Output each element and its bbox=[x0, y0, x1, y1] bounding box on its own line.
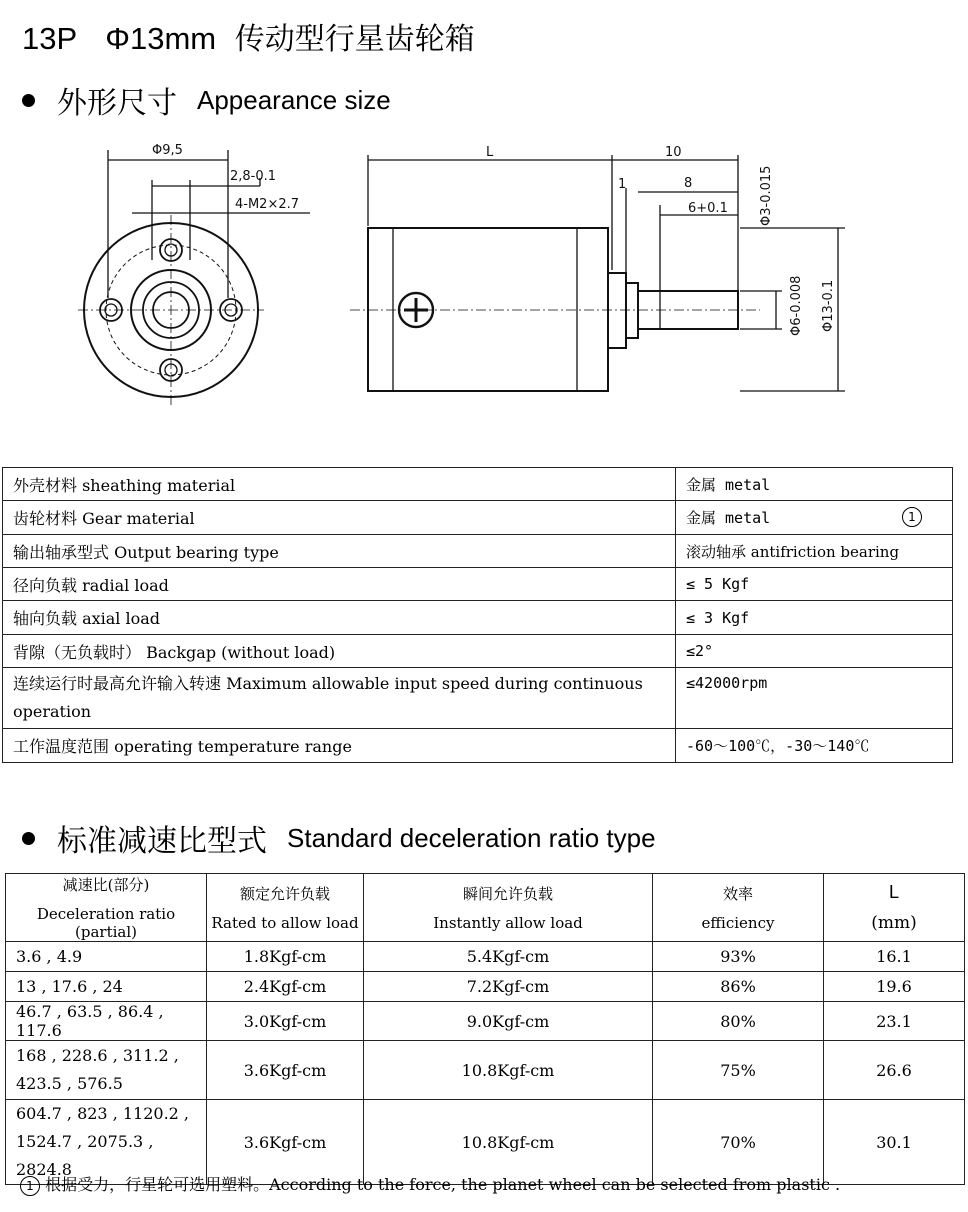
column-header: 减速比(部分) Deceleration ratio (partial) bbox=[6, 874, 207, 942]
model-code: 13P bbox=[22, 21, 77, 56]
instant-cell: 5.4Kgf-cm bbox=[364, 942, 653, 972]
page-title bbox=[22, 14, 475, 58]
front-dim-labels bbox=[152, 143, 299, 212]
note-mark: 1 bbox=[902, 507, 922, 527]
table-row bbox=[6, 972, 965, 1002]
spec-key: 轴向负载 axial load bbox=[3, 601, 676, 635]
column-header: 瞬间允许负载 Instantly allow load bbox=[364, 874, 653, 942]
dim-label: L bbox=[486, 145, 494, 160]
spec-value: 金属 metal bbox=[686, 509, 771, 527]
rated-cell: 3.6Kgf-cm bbox=[207, 1041, 364, 1100]
table-row bbox=[6, 942, 965, 972]
dim-label: 8 bbox=[684, 176, 693, 191]
column-header: 额定允许负载 Rated to allow load bbox=[207, 874, 364, 942]
ratio-cell: 604.7 , 823 , 1120.2 , 1524.7 , 2075.3 , 2824.8 bbox=[6, 1100, 207, 1185]
table-row bbox=[3, 601, 953, 635]
table-row bbox=[6, 1002, 965, 1041]
bullet-icon bbox=[22, 94, 35, 107]
length-cell: 30.1 bbox=[824, 1100, 965, 1185]
rated-cell: 3.0Kgf-cm bbox=[207, 1002, 364, 1041]
spec-key: 径向负载 radial load bbox=[3, 568, 676, 601]
spec-value: ≤ 5 Kgf bbox=[676, 568, 953, 601]
dim-label: Φ6-0.008 bbox=[789, 275, 804, 336]
ratio-table bbox=[5, 873, 965, 1185]
diameter: Φ13mm bbox=[105, 21, 217, 56]
section-ratio-heading bbox=[22, 816, 656, 860]
dim-label: Φ13-0.1 bbox=[821, 279, 836, 332]
table-row bbox=[3, 635, 953, 668]
spec-value: 滚动轴承 antifriction bearing bbox=[676, 535, 953, 568]
column-header: 效率 efficiency bbox=[653, 874, 824, 942]
dim-label: Φ9,5 bbox=[152, 143, 183, 158]
eff-cell: 86% bbox=[653, 972, 824, 1002]
footnote bbox=[20, 1172, 840, 1196]
ratio-cell: 46.7 , 63.5 , 86.4 , 117.6 bbox=[6, 1002, 207, 1041]
length-cell: 19.6 bbox=[824, 972, 965, 1002]
spec-key: 外壳材料 sheathing material bbox=[3, 468, 676, 501]
table-row bbox=[3, 501, 953, 535]
table-row bbox=[3, 668, 953, 729]
dim-label: 10 bbox=[665, 145, 682, 160]
dim-label: Φ3-0.015 bbox=[759, 165, 774, 226]
side-dim-labels bbox=[486, 145, 836, 336]
spec-key: 输出轴承型式 Output bearing type bbox=[3, 535, 676, 568]
eff-cell: 70% bbox=[653, 1100, 824, 1185]
dim-label: 4-M2×2.7 bbox=[235, 197, 300, 212]
spec-value-cell bbox=[676, 501, 953, 535]
eff-cell: 75% bbox=[653, 1041, 824, 1100]
spec-key: 连续运行时最高允许输入转速 Maximum allowable input speed during continuous operation bbox=[3, 668, 676, 729]
eff-cell: 80% bbox=[653, 1002, 824, 1041]
technical-drawing bbox=[0, 120, 968, 410]
spec-value: ≤2° bbox=[676, 635, 953, 668]
section-cn: 标准减速比型式 bbox=[57, 824, 267, 859]
spec-value: ≤42000rpm bbox=[676, 668, 953, 729]
footnote-text: 根据受力，行星轮可选用塑料。According to the force, the planet wheel can be selected from plastic . bbox=[45, 1175, 841, 1194]
rated-cell: 3.6Kgf-cm bbox=[207, 1100, 364, 1185]
bullet-icon bbox=[22, 832, 35, 845]
section-cn: 外形尺寸 bbox=[57, 86, 177, 121]
section-en: Standard deceleration ratio type bbox=[287, 822, 656, 853]
table-row bbox=[3, 468, 953, 501]
ratio-cell: 3.6 , 4.9 bbox=[6, 942, 207, 972]
dim-label: 6+0.1 bbox=[688, 201, 728, 216]
section-en: Appearance size bbox=[197, 84, 391, 115]
table-header-row bbox=[6, 874, 965, 942]
product-name: 传动型行星齿轮箱 bbox=[234, 22, 475, 57]
ratio-cell: 13 , 17.6 , 24 bbox=[6, 972, 207, 1002]
spec-value: 金属 metal bbox=[676, 468, 953, 501]
table-row bbox=[3, 568, 953, 601]
spec-key: 背隙（无负载时） Backgap (without load) bbox=[3, 635, 676, 668]
length-cell: 16.1 bbox=[824, 942, 965, 972]
dim-label: 1 bbox=[618, 177, 627, 192]
instant-cell: 10.8Kgf-cm bbox=[364, 1100, 653, 1185]
dim-label: 2,8-0.1 bbox=[230, 169, 277, 184]
eff-cell: 93% bbox=[653, 942, 824, 972]
spec-table bbox=[2, 467, 953, 763]
instant-cell: 7.2Kgf-cm bbox=[364, 972, 653, 1002]
spec-key: 工作温度范围 operating temperature range bbox=[3, 729, 676, 763]
length-cell: 23.1 bbox=[824, 1002, 965, 1041]
length-cell: 26.6 bbox=[824, 1041, 965, 1100]
ratio-cell: 168 , 228.6 , 311.2 , 423.5 , 576.5 bbox=[6, 1041, 207, 1100]
spec-value: -60～100℃，-30～140℃ bbox=[676, 729, 953, 763]
spec-value: ≤ 3 Kgf bbox=[676, 601, 953, 635]
rated-cell: 1.8Kgf-cm bbox=[207, 942, 364, 972]
table-row bbox=[3, 535, 953, 568]
spec-key: 齿轮材料 Gear material bbox=[3, 501, 676, 535]
note-mark: 1 bbox=[20, 1176, 40, 1196]
section-appearance-heading bbox=[22, 78, 391, 122]
table-row bbox=[3, 729, 953, 763]
column-header: L (mm) bbox=[824, 874, 965, 942]
instant-cell: 10.8Kgf-cm bbox=[364, 1041, 653, 1100]
table-row bbox=[6, 1041, 965, 1100]
rated-cell: 2.4Kgf-cm bbox=[207, 972, 364, 1002]
instant-cell: 9.0Kgf-cm bbox=[364, 1002, 653, 1041]
front-view bbox=[78, 150, 310, 405]
